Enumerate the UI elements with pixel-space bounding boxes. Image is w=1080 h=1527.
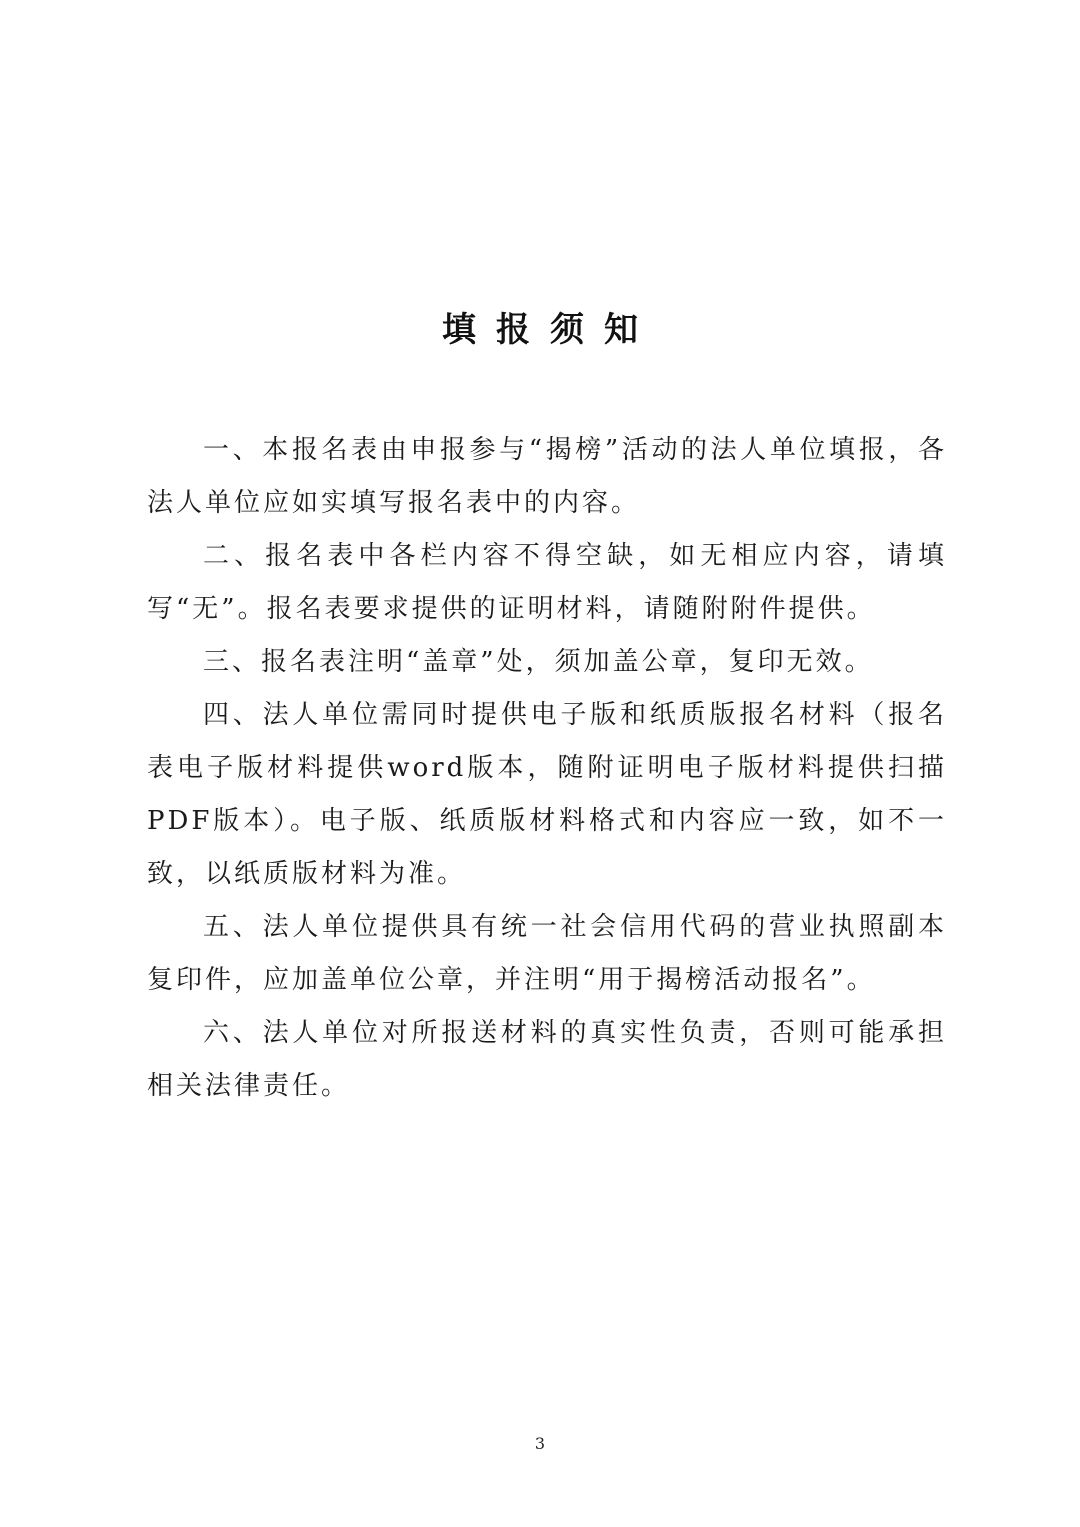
- instruction-item-2: 二、报名表中各栏内容不得空缺，如无相应内容，请填写“无”。报名表要求提供的证明材料，请随附附件提供。: [147, 541, 947, 624]
- instruction-item-1: 一、本报名表由申报参与“揭榜”活动的法人单位填报，各法人单位应如实填写报名表中的内容。: [147, 435, 947, 518]
- instruction-item-4: 四、法人单位需同时提供电子版和纸质版报名材料（报名表电子版材料提供word版本，随附证明电子版材料提供扫描PDF版本）。电子版、纸质版材料格式和内容应一致，如不一致，以纸质版材料为准。: [147, 700, 947, 889]
- page-title: 填报须知: [442, 310, 658, 350]
- page-number: 3: [534, 1434, 546, 1453]
- instructions-body: [147, 424, 947, 1113]
- instruction-item-5: 五、法人单位提供具有统一社会信用代码的营业执照副本复印件，应加盖单位公章，并注明“用于揭榜活动报名”。: [147, 912, 947, 995]
- instruction-item-3: 三、报名表注明“盖章”处，须加盖公章，复印无效。: [203, 647, 874, 677]
- instruction-item-6: 六、法人单位对所报送材料的真实性负责，否则可能承担相关法律责任。: [147, 1018, 947, 1101]
